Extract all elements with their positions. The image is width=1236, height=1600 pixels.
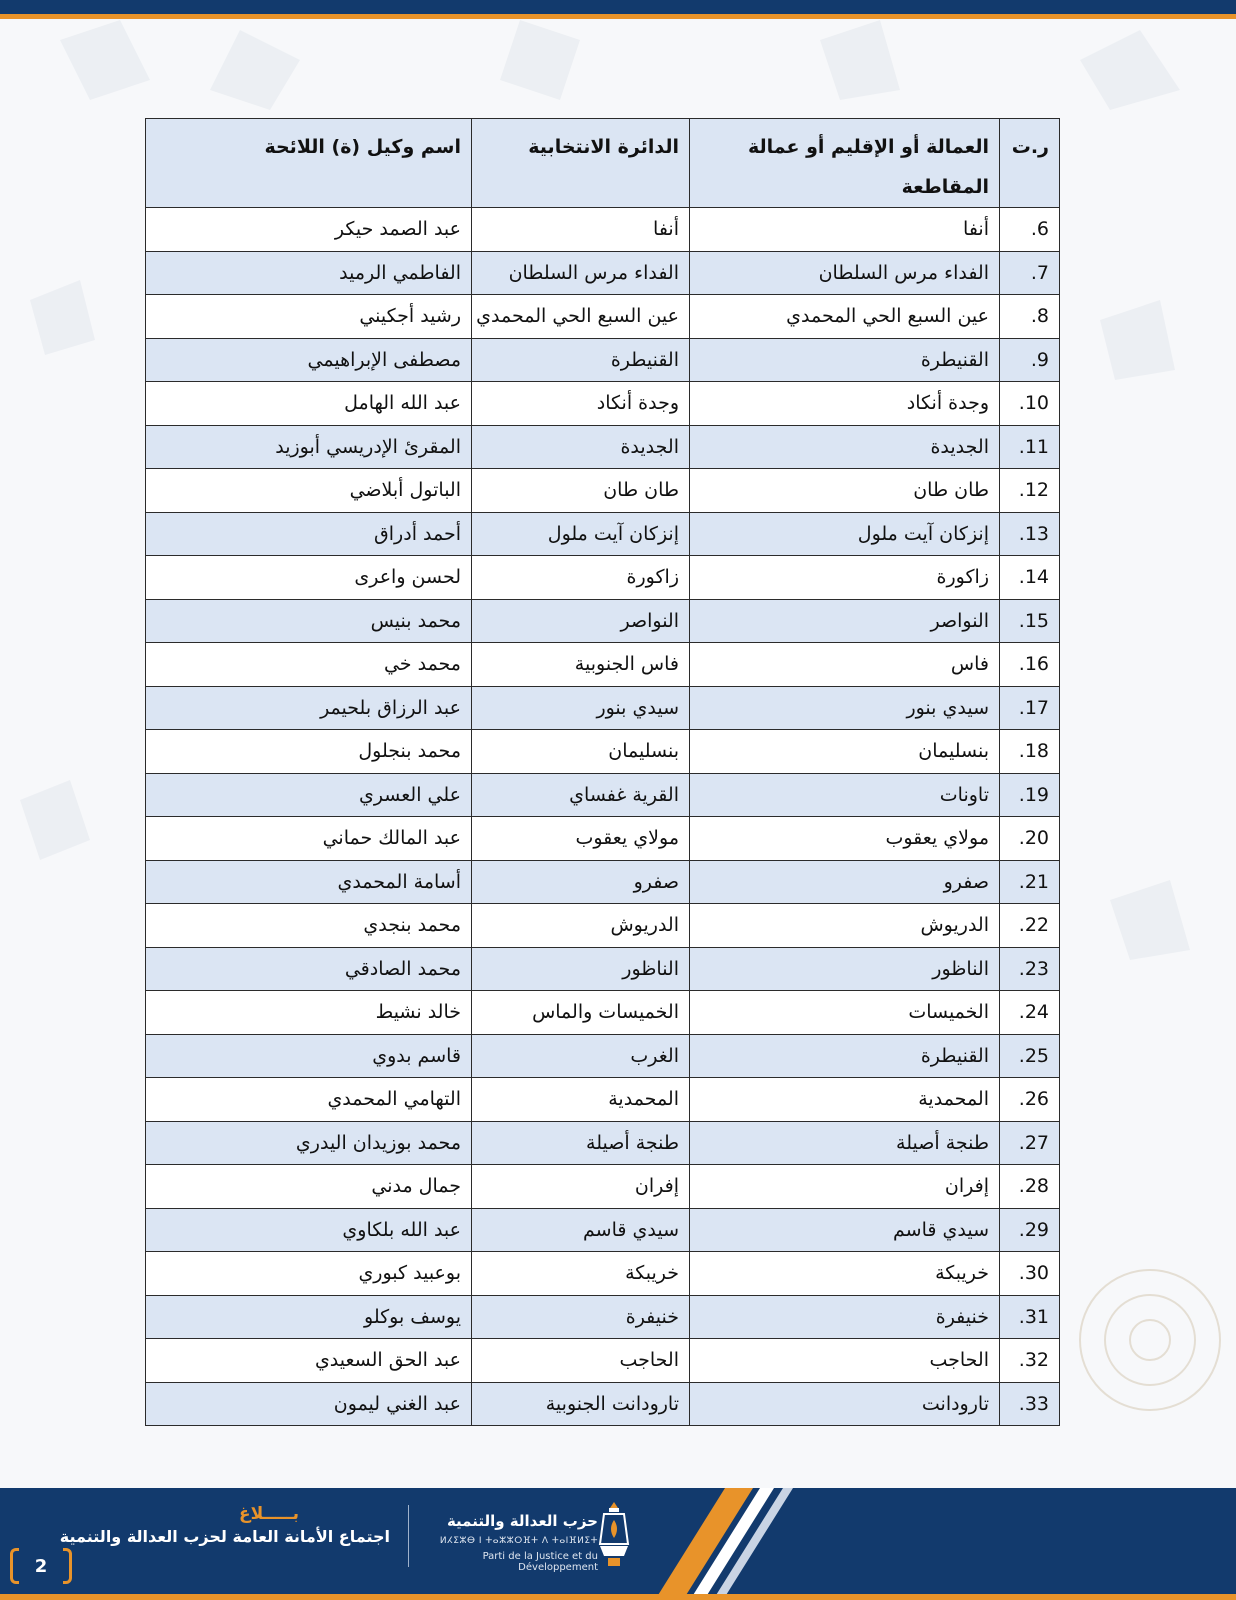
row-agent: يوسف بوكلو bbox=[146, 1295, 472, 1339]
row-province: القنيطرة bbox=[690, 338, 1000, 382]
row-agent: عبد الغني ليمون bbox=[146, 1382, 472, 1426]
row-num: 33. bbox=[1000, 1382, 1060, 1426]
row-province: إنزكان آيت ملول bbox=[690, 512, 1000, 556]
row-province: الحاجب bbox=[690, 1339, 1000, 1383]
table-row bbox=[146, 425, 1060, 469]
header-province: العمالة أو الإقليم أو عمالة المقاطعة bbox=[690, 119, 1000, 208]
row-agent: محمد الصادقي bbox=[146, 947, 472, 991]
row-circonscription: الحاجب bbox=[472, 1339, 690, 1383]
table-row bbox=[146, 686, 1060, 730]
row-num: 14. bbox=[1000, 556, 1060, 600]
row-agent: خالد نشيط bbox=[146, 991, 472, 1035]
row-agent: عبد الرزاق بلحيمر bbox=[146, 686, 472, 730]
row-num: 13. bbox=[1000, 512, 1060, 556]
table-row bbox=[146, 251, 1060, 295]
table-row bbox=[146, 991, 1060, 1035]
row-province: النواصر bbox=[690, 599, 1000, 643]
table-row bbox=[146, 904, 1060, 948]
footer-bottom-line bbox=[0, 1594, 1236, 1600]
row-agent: لحسن واعرى bbox=[146, 556, 472, 600]
row-province: صفرو bbox=[690, 860, 1000, 904]
table-row bbox=[146, 773, 1060, 817]
table-row bbox=[146, 338, 1060, 382]
row-province: المحمدية bbox=[690, 1078, 1000, 1122]
row-circonscription: إفران bbox=[472, 1165, 690, 1209]
row-num: 19. bbox=[1000, 773, 1060, 817]
table-row bbox=[146, 1382, 1060, 1426]
table-row bbox=[146, 1165, 1060, 1209]
row-agent: محمد بنجلول bbox=[146, 730, 472, 774]
row-province: زاكورة bbox=[690, 556, 1000, 600]
row-num: 28. bbox=[1000, 1165, 1060, 1209]
row-num: 21. bbox=[1000, 860, 1060, 904]
row-agent: بوعبيد كبوري bbox=[146, 1252, 472, 1296]
row-circonscription: سيدي بنور bbox=[472, 686, 690, 730]
row-circonscription: القرية غفساي bbox=[472, 773, 690, 817]
row-num: 25. bbox=[1000, 1034, 1060, 1078]
row-agent: قاسم بدوي bbox=[146, 1034, 472, 1078]
row-num: 29. bbox=[1000, 1208, 1060, 1252]
header-agent: اسم وكيل (ة) اللائحة bbox=[146, 119, 472, 208]
row-agent: الباتول أبلاضي bbox=[146, 469, 472, 513]
row-circonscription: مولاي يعقوب bbox=[472, 817, 690, 861]
table-row bbox=[146, 1339, 1060, 1383]
row-circonscription: طنجة أصيلة bbox=[472, 1121, 690, 1165]
row-agent: عبد الصمد حيكر bbox=[146, 208, 472, 252]
row-province: مولاي يعقوب bbox=[690, 817, 1000, 861]
row-agent: محمد بنيس bbox=[146, 599, 472, 643]
row-agent: المقرئ الإدريسي أبوزيد bbox=[146, 425, 472, 469]
row-province: طان طان bbox=[690, 469, 1000, 513]
row-num: 8. bbox=[1000, 295, 1060, 339]
row-circonscription: خريبكة bbox=[472, 1252, 690, 1296]
row-province: فاس bbox=[690, 643, 1000, 687]
table-row bbox=[146, 730, 1060, 774]
row-province: الجديدة bbox=[690, 425, 1000, 469]
table-header-row bbox=[146, 119, 1060, 208]
page-number: 2 bbox=[34, 1556, 48, 1577]
header-circonscription: الدائرة الانتخابية bbox=[472, 119, 690, 208]
row-circonscription: عين السبع الحي المحمدي bbox=[472, 295, 690, 339]
row-num: 24. bbox=[1000, 991, 1060, 1035]
row-province: سيدي قاسم bbox=[690, 1208, 1000, 1252]
row-circonscription: القنيطرة bbox=[472, 338, 690, 382]
row-circonscription: الجديدة bbox=[472, 425, 690, 469]
row-circonscription: فاس الجنوبية bbox=[472, 643, 690, 687]
row-circonscription: الخميسات والماس bbox=[472, 991, 690, 1035]
row-circonscription: المحمدية bbox=[472, 1078, 690, 1122]
row-agent: محمد بوزيدان اليدري bbox=[146, 1121, 472, 1165]
row-province: القنيطرة bbox=[690, 1034, 1000, 1078]
header-num: ر.ت bbox=[1000, 119, 1060, 208]
row-agent: الفاطمي الرميد bbox=[146, 251, 472, 295]
row-num: 11. bbox=[1000, 425, 1060, 469]
party-name-french: Parti de la Justice et du Développement bbox=[482, 1551, 598, 1573]
row-agent: عبد الله بلكاوي bbox=[146, 1208, 472, 1252]
table-row bbox=[146, 643, 1060, 687]
row-province: خنيفرة bbox=[690, 1295, 1000, 1339]
row-num: 26. bbox=[1000, 1078, 1060, 1122]
row-num: 15. bbox=[1000, 599, 1060, 643]
row-circonscription: أنفا bbox=[472, 208, 690, 252]
candidates-table bbox=[145, 118, 1060, 1426]
row-num: 27. bbox=[1000, 1121, 1060, 1165]
row-circonscription: النواصر bbox=[472, 599, 690, 643]
row-province: طنجة أصيلة bbox=[690, 1121, 1000, 1165]
row-agent: محمد خي bbox=[146, 643, 472, 687]
lantern-logo-icon bbox=[592, 1500, 636, 1576]
row-agent: أسامة المحمدي bbox=[146, 860, 472, 904]
row-agent: محمد بنجدي bbox=[146, 904, 472, 948]
table-row bbox=[146, 1078, 1060, 1122]
table-row bbox=[146, 208, 1060, 252]
table-row bbox=[146, 1252, 1060, 1296]
row-circonscription: بنسليمان bbox=[472, 730, 690, 774]
row-num: 10. bbox=[1000, 382, 1060, 426]
row-agent: عبد الله الهامل bbox=[146, 382, 472, 426]
row-circonscription: وجدة أنكاد bbox=[472, 382, 690, 426]
notice-title: بـــــلاغ bbox=[239, 1504, 299, 1524]
row-num: 23. bbox=[1000, 947, 1060, 991]
row-province: عين السبع الحي المحمدي bbox=[690, 295, 1000, 339]
row-circonscription: تارودانت الجنوبية bbox=[472, 1382, 690, 1426]
party-name-arabic: حزب العدالة والتنمية bbox=[446, 1512, 598, 1530]
row-num: 18. bbox=[1000, 730, 1060, 774]
row-province: أنفا bbox=[690, 208, 1000, 252]
table-row bbox=[146, 1208, 1060, 1252]
row-province: سيدي بنور bbox=[690, 686, 1000, 730]
table-row bbox=[146, 1295, 1060, 1339]
row-circonscription: خنيفرة bbox=[472, 1295, 690, 1339]
table-row bbox=[146, 295, 1060, 339]
row-agent: مصطفى الإبراهيمي bbox=[146, 338, 472, 382]
row-province: الفداء مرس السلطان bbox=[690, 251, 1000, 295]
row-circonscription: إنزكان آيت ملول bbox=[472, 512, 690, 556]
row-agent: أحمد أدراق bbox=[146, 512, 472, 556]
row-agent: التهامي المحمدي bbox=[146, 1078, 472, 1122]
row-num: 30. bbox=[1000, 1252, 1060, 1296]
row-num: 6. bbox=[1000, 208, 1060, 252]
table-row bbox=[146, 947, 1060, 991]
table-row bbox=[146, 512, 1060, 556]
row-num: 20. bbox=[1000, 817, 1060, 861]
row-agent: رشيد أجكيني bbox=[146, 295, 472, 339]
row-num: 16. bbox=[1000, 643, 1060, 687]
table-row bbox=[146, 599, 1060, 643]
row-num: 22. bbox=[1000, 904, 1060, 948]
row-province: خريبكة bbox=[690, 1252, 1000, 1296]
party-name-amazigh: ⵍⵃⵉⵣⴱ ⵏ ⵜⴰⵣⵣⵔⴼⵜ ⴷ ⵜⴰⵏⴼⵍⵉⵜ bbox=[439, 1536, 598, 1546]
table-row bbox=[146, 556, 1060, 600]
row-province: الناظور bbox=[690, 947, 1000, 991]
table-row bbox=[146, 817, 1060, 861]
row-num: 17. bbox=[1000, 686, 1060, 730]
table-row bbox=[146, 382, 1060, 426]
top-header-bar bbox=[0, 0, 1236, 14]
row-num: 12. bbox=[1000, 469, 1060, 513]
row-province: تارودانت bbox=[690, 1382, 1000, 1426]
row-circonscription: الناظور bbox=[472, 947, 690, 991]
row-province: وجدة أنكاد bbox=[690, 382, 1000, 426]
row-circonscription: الدريوش bbox=[472, 904, 690, 948]
row-agent: عبد المالك حماني bbox=[146, 817, 472, 861]
row-province: بنسليمان bbox=[690, 730, 1000, 774]
row-num: 9. bbox=[1000, 338, 1060, 382]
row-agent: علي العسري bbox=[146, 773, 472, 817]
row-circonscription: الفداء مرس السلطان bbox=[472, 251, 690, 295]
meeting-subtitle: اجتماع الأمانة العامة لحزب العدالة والتنمية bbox=[59, 1527, 390, 1546]
row-province: إفران bbox=[690, 1165, 1000, 1209]
row-num: 7. bbox=[1000, 251, 1060, 295]
row-circonscription: طان طان bbox=[472, 469, 690, 513]
row-circonscription: سيدي قاسم bbox=[472, 1208, 690, 1252]
row-province: الدريوش bbox=[690, 904, 1000, 948]
table-row bbox=[146, 469, 1060, 513]
table-row bbox=[146, 860, 1060, 904]
row-circonscription: الغرب bbox=[472, 1034, 690, 1078]
row-circonscription: صفرو bbox=[472, 860, 690, 904]
row-agent: عبد الحق السعيدي bbox=[146, 1339, 472, 1383]
row-province: الخميسات bbox=[690, 991, 1000, 1035]
row-province: تاونات bbox=[690, 773, 1000, 817]
row-circonscription: زاكورة bbox=[472, 556, 690, 600]
table-row bbox=[146, 1121, 1060, 1165]
row-agent: جمال مدني bbox=[146, 1165, 472, 1209]
row-num: 32. bbox=[1000, 1339, 1060, 1383]
top-accent-line bbox=[0, 14, 1236, 19]
footer-divider bbox=[408, 1505, 409, 1567]
row-num: 31. bbox=[1000, 1295, 1060, 1339]
table-row bbox=[146, 1034, 1060, 1078]
